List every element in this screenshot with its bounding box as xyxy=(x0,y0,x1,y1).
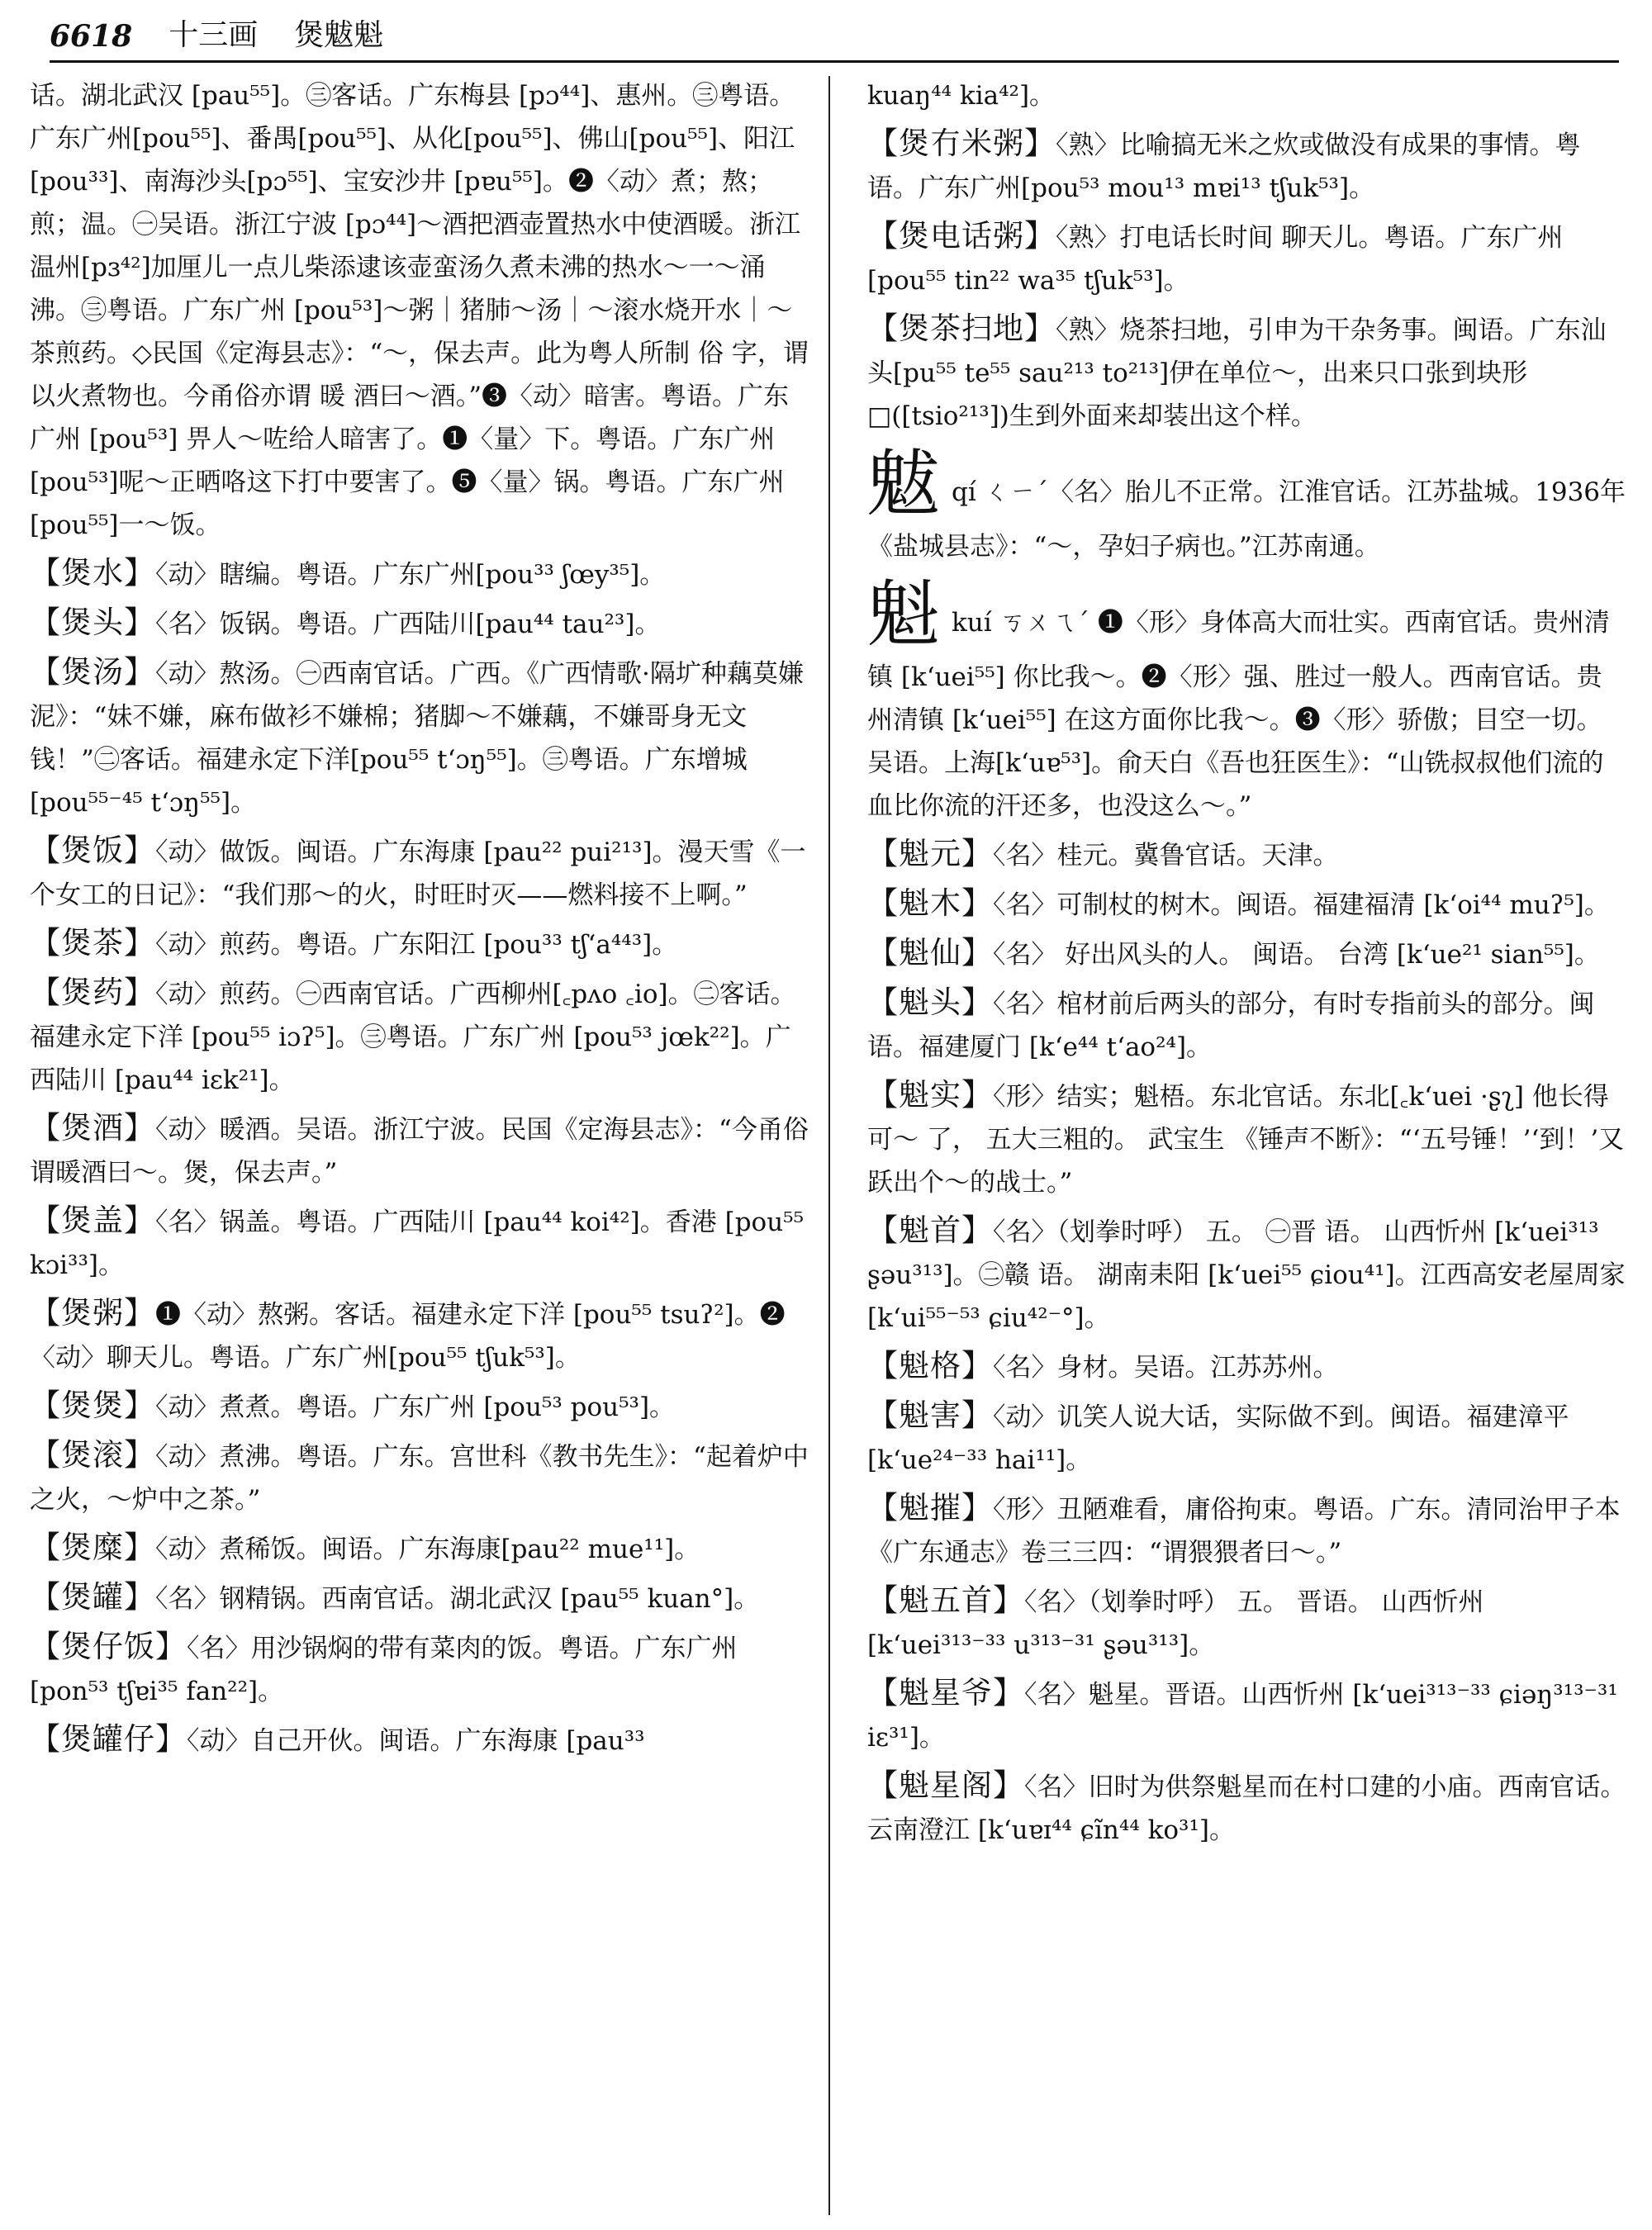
entry-term: 【煲茶】 xyxy=(30,925,155,961)
entry-text: 〈名〉身材。吴语。江苏苏州。 xyxy=(993,1353,1339,1383)
entry-text: 〈动〉煎药。粤语。广东阳江 [pou³³ tʃʻa⁴⁴³]。 xyxy=(155,930,678,960)
entry-bao-zhou xyxy=(30,1292,810,1379)
entry-text: 〈动〉做饭。闽语。广东海康 [pau²² pui²¹³]。漫天雪《一个女工的日记》：“我们那～的火，时旺时灭——燃料接不上啊。” xyxy=(30,837,806,910)
running-headwords: 煲魃魁 xyxy=(294,18,384,52)
entry-text: 〈名〉棺材前后两头的部分，有时专指前头的部分。闽语。福建厦门 [kʻe⁴⁴ tʻao²⁴]。 xyxy=(867,989,1595,1062)
entry-bao-gun xyxy=(30,1434,810,1521)
entry-text: 话。湖北武汉 [pau⁵⁵]。㊂客话。广东梅县 [pɔ⁴⁴]、惠州。㊂粤语。广东广州[pou⁵⁵]、番禺[pou⁵⁵]、从化[pou⁵⁵]、佛山[pou⁵⁵]、阳江 [pou³³]、南海沙头[pɔ⁵⁵]、宝安沙井 [pɐu⁵⁵]。❷〈动〉煮；熬；煎；温。㊀吴语。浙江宁波 [pɔ⁴⁴]～酒把酒壶置热水中使酒暖。浙江温州[pɜ⁴²]加厘儿一点儿柴添逮该壶蛮汤久煮未沸的热水～一～涌沸。㊂粤语。广东广州 [pou⁵³]～粥｜猪肺～汤｜～滚水烧开水｜～茶煎药。◇民国《定海县志》：“～，保去声。此为粤人所制 俗 字，谓以火煮物也。今甬俗亦谓 暖 酒曰～酒。”❸〈动〉暗害。粤语。广东广州 [pou⁵³] 畀人～咗给人暗害了。❶〈量〉下。粤语。广东广州 [pou⁵³]呢～正晒咯这下打中要害了。❺〈量〉锅。粤语。广东广州 [pou⁵⁵]一～饭。 xyxy=(30,81,809,540)
left-column xyxy=(30,74,810,2222)
entry-term: 【魁木】 xyxy=(867,885,993,921)
entry-text: 〈动〉煮煮。粤语。广东广州 [pou⁵³ pou⁵³]。 xyxy=(155,1393,676,1422)
entry-term: 【煲冇米粥】 xyxy=(867,126,1056,161)
entry-text: 〈名〉饭锅。粤语。广西陆川[pau⁴⁴ tau²³]。 xyxy=(155,610,661,639)
entry-kui-yuan xyxy=(867,833,1627,877)
entry-bao-shui xyxy=(30,552,810,596)
entry-text: 〈熟〉烧茶扫地，引申为干杂务事。闽语。广东汕头[pu⁵⁵ te⁵⁵ sau²¹³ to²¹³]伊在单位～，出来只口张到块形□([tsio²¹³])生到外面来却装出这个样。 xyxy=(867,316,1607,431)
entry-text: kuaŋ⁴⁴ kia⁴²]。 xyxy=(867,81,1056,111)
entry-bao-yao xyxy=(30,971,810,1102)
entry-bao-bao xyxy=(30,1384,810,1429)
entry-bao-zai-fan xyxy=(30,1625,810,1713)
entry-text: 〈名〉魁星。晋语。山西忻州 [kʻuei³¹³⁻³³ ɕiəŋ³¹³⁻³¹ iɛ³¹]。 xyxy=(867,1680,1618,1753)
entry-text: 〈动〉暖酒。吴语。浙江宁波。民国《定海县志》：“今甬俗谓暖酒曰～。煲，保去声。” xyxy=(30,1115,809,1188)
entry-kui-xing-ge xyxy=(867,1764,1627,1852)
entry-text: 〈动〉瞎编。粤语。广东广州[pou³³ ʃœy³⁵]。 xyxy=(155,560,666,590)
entry-text: 〈名〉 好出风头的人。 闽语。 台湾 [kʻue²¹ sian⁵⁵]。 xyxy=(993,940,1600,970)
entry-text: 〈名〉桂元。冀鲁官话。天津。 xyxy=(993,841,1339,871)
entry-kui-shou xyxy=(867,1209,1627,1340)
entry-term: 【煲饭】 xyxy=(30,833,155,868)
column-divider xyxy=(828,76,830,2215)
entry-term: 【煲仔饭】 xyxy=(30,1629,187,1664)
entry-bao-gai xyxy=(30,1199,810,1287)
entry-text: 〈动〉煮稀饭。闽语。广东海康[pau²² mue¹¹]。 xyxy=(155,1535,700,1564)
entry-text: 〈动〉煎药。㊀西南官话。广西柳州[꜀pʌo ꜀io]。㊁客话。福建永定下洋 [pou⁵⁵ iɔʔ⁵]。㊂粤语。广东广州 [pou⁵³ jœk²²]。广西陆川 [pau⁴⁴ iɛk²¹]。 xyxy=(30,980,796,1095)
entry-term: 【煲电话粥】 xyxy=(867,218,1056,254)
entry-text: 〈熟〉打电话长时间 聊天儿。粤语。广东广州[pou⁵⁵ tin²² wa³⁵ tʃuk⁵³]。 xyxy=(867,223,1564,296)
right-column xyxy=(867,74,1627,2222)
entry-bao-cha-sao-di xyxy=(867,307,1627,438)
entry-kui-xing-ye xyxy=(867,1672,1627,1759)
entry-text: 〈名〉可制杖的树木。闽语。福建福清 [kʻoi⁴⁴ muʔ⁵]。 xyxy=(993,890,1610,920)
entry-bao-jiu xyxy=(30,1107,810,1194)
entry-text: kuí ㄎㄨㄟˊ ❶〈形〉身体高大而壮实。西南官话。贵州清镇 [kʻuei⁵⁵] 你比我～。❷〈形〉强、胜过一般人。西南官话。贵州清镇 [kʻuei⁵⁵] 在这方面你比我～。❸〈形〉骄傲；目空一切。吴语。上海[kʻuɐ⁵³]。俞天白《吾也狂医生》：“山铣叔叔他们流的血比你流的汗还多，也没这么～。” xyxy=(867,608,1610,821)
entry-term: 【煲滚】 xyxy=(30,1437,155,1473)
entry-term: 【魁实】 xyxy=(867,1077,993,1113)
entry-term: 【煲盖】 xyxy=(30,1203,155,1238)
entry-text: 〈名〉用沙锅焖的带有菜肉的饭。粤语。广东广州 [pon⁵³ tʃɐi³⁵ fan²²]。 xyxy=(30,1634,738,1706)
stroke-section: 十三画 xyxy=(169,18,259,52)
entry-term: 【魁星阁】 xyxy=(867,1767,1024,1803)
entry-bao-fan xyxy=(30,829,810,917)
entry-text: 〈动〉自己开伙。闽语。广东海康 [pau³³ xyxy=(187,1726,645,1756)
entry-term: 【魁仙】 xyxy=(867,935,993,970)
entry-text: ❶〈动〉熬粥。客话。福建永定下洋 [pou⁵⁵ tsuʔ²]。❷〈动〉聊天儿。粤语。广东广州[pou⁵⁵ tʃuk⁵³]。 xyxy=(30,1300,786,1373)
page-header xyxy=(50,15,1619,63)
entry-bao-tang xyxy=(30,651,810,824)
page-number: 6618 xyxy=(50,19,133,54)
entry-term: 【魁害】 xyxy=(867,1397,993,1433)
entry-text: 〈熟〉比喻搞无米之炊或做没有成果的事情。粤语。广东广州[pou⁵³ mou¹³ mɐi¹³ tʃuk⁵³]。 xyxy=(867,130,1581,203)
entry-term: 【煲罐仔】 xyxy=(30,1721,187,1757)
entry-term: 【煲水】 xyxy=(30,555,155,591)
entry-term: 【魁格】 xyxy=(867,1348,993,1383)
entry-term: 【煲汤】 xyxy=(30,654,155,690)
entry-kui-mu xyxy=(867,882,1627,927)
entry-term: 【魁元】 xyxy=(867,836,993,871)
entry-text: 〈动〉煮沸。粤语。广东。宫世科《教书先生》：“起着炉中之火，～炉中之茶。” xyxy=(30,1442,809,1515)
entry-bao-guan-zai xyxy=(30,1718,810,1763)
entry-text: 〈动〉熬汤。㊀西南官话。广西。《广西情歌·隔圹种藕莫嫌泥》：“妹不嫌，麻布做衫不嫌棉；猪脚～不嫌藕，不嫌哥身无文钱！”㊁客话。福建永定下洋[pou⁵⁵ tʻɔŋ⁵⁵]。㊂粤语。广东增城 [pou⁵⁵⁻⁴⁵ tʻɔŋ⁵⁵]。 xyxy=(30,659,804,818)
entry-text: 〈形〉丑陋难看，庸俗拘束。粤语。广东。清同治甲子本《广东通志》卷三三四：“谓猥猥者曰～。” xyxy=(867,1495,1621,1568)
entry-text: qí ㄑㄧˊ〈名〉胎儿不正常。江淮官话。江苏盐城。1936年《盐城县志》：“～，孕妇子病也。”江苏南通。 xyxy=(867,477,1626,562)
entry-term: 【煲粥】 xyxy=(30,1295,155,1331)
entry-text: 〈名〉旧时为供祭魁星而在村口建的小庙。西南官话。云南澄江 [kʻuɐɪ⁴⁴ ɕĩn⁴⁴ ko³¹]。 xyxy=(867,1772,1626,1845)
entry-term: 【煲药】 xyxy=(30,975,155,1010)
entry-text: 〈动〉讥笑人说大话，实际做不到。闽语。福建漳平 [kʻue²⁴⁻³³ hai¹¹]。 xyxy=(867,1402,1569,1475)
entry-kui-cui xyxy=(867,1487,1627,1574)
headword-character: 魁 xyxy=(867,572,941,657)
entry-text: 〈名〉（划拳时呼） 五。 ㊀晋 语。 山西忻州 [kʻuei³¹³ ʂəu³¹³]。㊁赣 语。 湖南耒阳 [kʻuei⁵⁵ ɕiou⁴¹]。江西高安老屋周家 [kʻui⁵⁵⁻⁵³ ɕiu⁴²⁻°]。 xyxy=(867,1217,1626,1333)
entry-term: 【煲茶扫地】 xyxy=(867,311,1056,346)
entry-bao-dian-hua-zhou xyxy=(867,215,1627,302)
entry-kui-ge xyxy=(867,1345,1627,1389)
entry-term: 【魁首】 xyxy=(867,1212,993,1248)
entry-term: 【魁头】 xyxy=(867,985,993,1020)
entry-bao-cha xyxy=(30,922,810,966)
entry-kui-tou xyxy=(867,981,1627,1069)
entry-bao-mi xyxy=(30,1526,810,1571)
continued-entry xyxy=(30,74,810,547)
entry-text: 〈名〉（划拳时呼） 五。 晋语。 山西忻州 [kʻuei³¹³⁻³³ u³¹³⁻³¹ ʂəu³¹³]。 xyxy=(867,1587,1484,1660)
entry-term: 【煲酒】 xyxy=(30,1110,155,1146)
entry-text: 〈名〉钢精锅。西南官话。湖北武汉 [pau⁵⁵ kuan°]。 xyxy=(155,1584,760,1614)
entry-kui-hai xyxy=(867,1394,1627,1482)
character-entry-kui xyxy=(867,573,1627,828)
entry-term: 【魁五首】 xyxy=(867,1582,1024,1618)
entry-term: 【魁摧】 xyxy=(867,1490,993,1525)
entry-bao-guan xyxy=(30,1576,810,1620)
character-entry-qi xyxy=(867,443,1627,568)
entry-text: 〈形〉结实；魁梧。东北官话。东北[꜀kʻuei ·ʂʅ] 他长得可～ 了， 五大三粗的。 武宝生 《锤声不断》：“‘五号锤！’‘到！’又跃出个～的战士。” xyxy=(867,1082,1625,1198)
headword-character: 魃 xyxy=(867,441,941,526)
entry-kui-xian xyxy=(867,932,1627,976)
entry-text: 〈名〉锅盖。粤语。广西陆川 [pau⁴⁴ koi⁴²]。香港 [pou⁵⁵ kɔi³³]。 xyxy=(30,1208,805,1280)
continued-entry xyxy=(867,74,1627,117)
entry-term: 【煲煲】 xyxy=(30,1388,155,1423)
entry-kui-wu-shou xyxy=(867,1579,1627,1667)
entry-term: 【魁星爷】 xyxy=(867,1675,1024,1710)
entry-term: 【煲头】 xyxy=(30,605,155,640)
entry-term: 【煲糜】 xyxy=(30,1530,155,1565)
entry-bao-mou-mi-zhou xyxy=(867,122,1627,210)
entry-term: 【煲罐】 xyxy=(30,1579,155,1615)
entry-bao-tou xyxy=(30,601,810,646)
entry-kui-shi xyxy=(867,1074,1627,1204)
